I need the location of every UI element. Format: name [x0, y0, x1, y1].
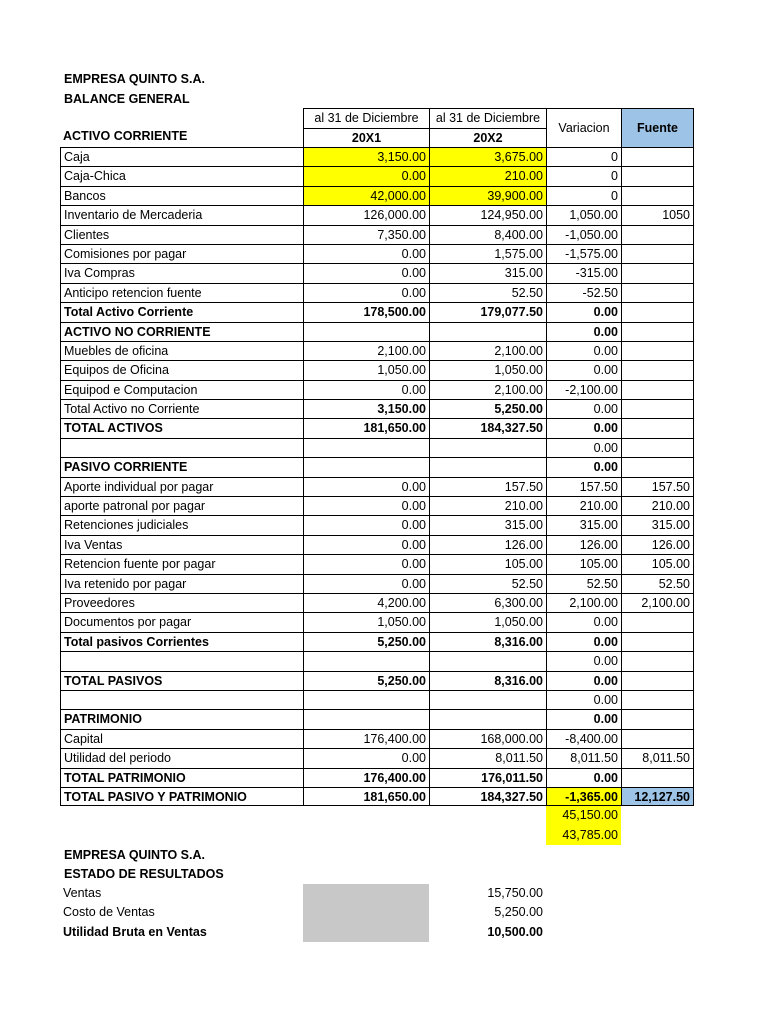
cell-fuente [621, 457, 694, 476]
table-row [60, 225, 700, 244]
cell-var: 0.00 [546, 302, 621, 321]
cell-var: 0.00 [546, 341, 621, 360]
cell-fuente [621, 263, 694, 282]
cell-var: 0.00 [546, 399, 621, 418]
cell-v1: 5,250.00 [303, 671, 429, 690]
cell-fuente [621, 709, 694, 728]
cell-v2: 184,327.50 [429, 418, 546, 437]
cell-v2: 1,050.00 [429, 360, 546, 379]
cell-label: TOTAL PASIVOS [60, 671, 303, 690]
cell-var: 315.00 [546, 515, 621, 534]
cell-v2: 176,011.50 [429, 768, 546, 787]
cell-label: Caja [60, 147, 303, 166]
cell-var: 8,011.50 [546, 748, 621, 767]
cell-var: 0 [546, 186, 621, 205]
cell-fuente [621, 690, 694, 709]
cell-var: 0.00 [546, 612, 621, 631]
cell-var: 0.00 [546, 651, 621, 670]
cell-fuente [621, 418, 694, 437]
cell-v1: 176,400.00 [303, 768, 429, 787]
header-row-2 [60, 128, 700, 147]
cell-v1 [303, 457, 429, 476]
cell-v1: 0.00 [303, 477, 429, 496]
cell-v1: 0.00 [303, 748, 429, 767]
cell-label: TOTAL PATRIMONIO [60, 768, 303, 787]
cell-v1 [303, 438, 429, 457]
cell-v2: 2,100.00 [429, 341, 546, 360]
table-row [60, 554, 700, 573]
cell-fuente: 52.50 [621, 574, 694, 593]
table-row [60, 147, 700, 166]
table-row [60, 457, 700, 476]
estado-label: Utilidad Bruta en Ventas [63, 925, 207, 939]
cell-fuente [621, 225, 694, 244]
cell-label [60, 690, 303, 709]
cell-v1: 0.00 [303, 166, 429, 185]
cell-label: PATRIMONIO [60, 709, 303, 728]
table-row [60, 302, 700, 321]
cell-var: -2,100.00 [546, 380, 621, 399]
table-row [60, 186, 700, 205]
cell-v2: 179,077.50 [429, 302, 546, 321]
cell-label: Total Activo Corriente [60, 302, 303, 321]
estado-title: ESTADO DE RESULTADOS [64, 867, 224, 881]
cell-v2 [429, 651, 546, 670]
cell-v1: 3,150.00 [303, 399, 429, 418]
col2-header-line1: al 31 de Diciembre [429, 108, 546, 128]
cell-v1: 181,650.00 [303, 787, 429, 806]
table-row [60, 574, 700, 593]
table-row [60, 787, 700, 806]
extra-value-1: 45,150.00 [546, 806, 621, 825]
cell-v2: 39,900.00 [429, 186, 546, 205]
col2-header-year: 20X2 [429, 128, 546, 147]
table-row [60, 612, 700, 631]
cell-fuente: 126.00 [621, 535, 694, 554]
cell-var: 210.00 [546, 496, 621, 515]
cell-label: Documentos por pagar [60, 612, 303, 631]
cell-var: 0.00 [546, 438, 621, 457]
cell-fuente: 210.00 [621, 496, 694, 515]
cell-fuente [621, 186, 694, 205]
cell-fuente [621, 244, 694, 263]
extra-row-2 [60, 826, 700, 845]
table-row [60, 535, 700, 554]
cell-v1: 178,500.00 [303, 302, 429, 321]
cell-label: Iva retenido por pagar [60, 574, 303, 593]
table-row [60, 709, 700, 728]
cell-var: 2,100.00 [546, 593, 621, 612]
cell-var: 0.00 [546, 671, 621, 690]
extra-row-1 [60, 806, 700, 825]
cell-label: Muebles de oficina [60, 341, 303, 360]
cell-var: -1,575.00 [546, 244, 621, 263]
cell-label: Utilidad del periodo [60, 748, 303, 767]
cell-fuente: 1050 [621, 205, 694, 224]
cell-v2: 8,316.00 [429, 632, 546, 651]
estado-row-costo [60, 903, 560, 922]
cell-label: Aporte individual por pagar [60, 477, 303, 496]
cell-v2: 3,675.00 [429, 147, 546, 166]
cell-v2: 168,000.00 [429, 729, 546, 748]
table-row [60, 748, 700, 767]
cell-fuente: 12,127.50 [621, 787, 694, 806]
cell-fuente [621, 612, 694, 631]
cell-v2: 8,011.50 [429, 748, 546, 767]
table-row [60, 651, 700, 670]
cell-fuente [621, 380, 694, 399]
table-row [60, 496, 700, 515]
cell-v2: 157.50 [429, 477, 546, 496]
cell-v1: 0.00 [303, 496, 429, 515]
cell-v2: 126.00 [429, 535, 546, 554]
company-title: EMPRESA QUINTO S.A. [64, 72, 205, 86]
cell-label: Clientes [60, 225, 303, 244]
report-title: BALANCE GENERAL [64, 92, 190, 106]
estado-row-ventas [60, 884, 560, 903]
cell-label: Equipod e Computacion [60, 380, 303, 399]
table-row [60, 729, 700, 748]
cell-fuente [621, 399, 694, 418]
cell-var: 0.00 [546, 632, 621, 651]
cell-v2: 2,100.00 [429, 380, 546, 399]
cell-v1: 0.00 [303, 263, 429, 282]
cell-v1: 2,100.00 [303, 341, 429, 360]
table-row [60, 768, 700, 787]
cell-v1 [303, 690, 429, 709]
cell-fuente [621, 360, 694, 379]
cell-var: 105.00 [546, 554, 621, 573]
cell-v2: 6,300.00 [429, 593, 546, 612]
cell-fuente [621, 302, 694, 321]
cell-var: 0.00 [546, 418, 621, 437]
cell-v2: 5,250.00 [429, 399, 546, 418]
table-row [60, 438, 700, 457]
cell-var: 0.00 [546, 709, 621, 728]
estado-company-title: EMPRESA QUINTO S.A. [64, 848, 205, 862]
cell-var: -315.00 [546, 263, 621, 282]
cell-v2: 315.00 [429, 515, 546, 534]
table-row [60, 515, 700, 534]
cell-v2: 210.00 [429, 166, 546, 185]
cell-v1: 3,150.00 [303, 147, 429, 166]
table-row [60, 283, 700, 302]
balance-sheet-table [60, 108, 700, 845]
cell-v1: 126,000.00 [303, 205, 429, 224]
cell-var: 157.50 [546, 477, 621, 496]
cell-v1: 1,050.00 [303, 612, 429, 631]
table-row [60, 341, 700, 360]
cell-v2: 1,050.00 [429, 612, 546, 631]
estado-label: Ventas [63, 886, 102, 900]
cell-v1: 176,400.00 [303, 729, 429, 748]
cell-v1: 0.00 [303, 535, 429, 554]
table-row [60, 322, 700, 341]
cell-label: TOTAL PASIVO Y PATRIMONIO [60, 787, 303, 806]
cell-label: Equipos de Oficina [60, 360, 303, 379]
cell-fuente: 315.00 [621, 515, 694, 534]
cell-var: 0 [546, 147, 621, 166]
cell-v2: 124,950.00 [429, 205, 546, 224]
cell-v1 [303, 322, 429, 341]
cell-fuente [621, 283, 694, 302]
cell-fuente [621, 147, 694, 166]
cell-var: 0 [546, 166, 621, 185]
estado-value: 15,750.00 [487, 886, 543, 900]
cell-var: -1,365.00 [546, 787, 621, 806]
table-row [60, 690, 700, 709]
table-row [60, 399, 700, 418]
cell-label: ACTIVO NO CORRIENTE [60, 322, 303, 341]
table-row [60, 593, 700, 612]
cell-label: Retenciones judiciales [60, 515, 303, 534]
cell-label: Anticipo retencion fuente [60, 283, 303, 302]
cell-label: TOTAL ACTIVOS [60, 418, 303, 437]
cell-label: aporte patronal por pagar [60, 496, 303, 515]
cell-v1: 0.00 [303, 380, 429, 399]
cell-label: Iva Compras [60, 263, 303, 282]
cell-v1: 0.00 [303, 574, 429, 593]
cell-fuente [621, 651, 694, 670]
cell-v2: 8,400.00 [429, 225, 546, 244]
cell-fuente: 105.00 [621, 554, 694, 573]
cell-v1: 0.00 [303, 554, 429, 573]
cell-var: 0.00 [546, 690, 621, 709]
cell-var: -52.50 [546, 283, 621, 302]
table-row [60, 632, 700, 651]
cell-fuente [621, 166, 694, 185]
cell-label: Retencion fuente por pagar [60, 554, 303, 573]
cell-v2: 52.50 [429, 574, 546, 593]
fuente-header: Fuente [621, 108, 694, 147]
table-row [60, 244, 700, 263]
col1-header-year: 20X1 [303, 128, 429, 147]
cell-fuente [621, 322, 694, 341]
cell-v1 [303, 651, 429, 670]
cell-v2 [429, 322, 546, 341]
cell-v1: 5,250.00 [303, 632, 429, 651]
cell-v1: 0.00 [303, 283, 429, 302]
cell-fuente [621, 632, 694, 651]
cell-fuente: 8,011.50 [621, 748, 694, 767]
cell-v1: 1,050.00 [303, 360, 429, 379]
estado-value: 10,500.00 [487, 925, 543, 939]
cell-label: Iva Ventas [60, 535, 303, 554]
table-row [60, 380, 700, 399]
cell-fuente: 2,100.00 [621, 593, 694, 612]
cell-var: 1,050.00 [546, 205, 621, 224]
cell-label: Capital [60, 729, 303, 748]
cell-label: Bancos [60, 186, 303, 205]
cell-v1: 7,350.00 [303, 225, 429, 244]
table-row [60, 418, 700, 437]
cell-v1: 42,000.00 [303, 186, 429, 205]
cell-fuente: 157.50 [621, 477, 694, 496]
cell-v2 [429, 438, 546, 457]
cell-label [60, 438, 303, 457]
cell-fuente [621, 671, 694, 690]
cell-var: -1,050.00 [546, 225, 621, 244]
cell-var: 52.50 [546, 574, 621, 593]
section-activo-corriente: ACTIVO CORRIENTE [63, 129, 188, 143]
col1-header-line1: al 31 de Diciembre [303, 108, 429, 128]
cell-v1 [303, 709, 429, 728]
cell-fuente [621, 729, 694, 748]
cell-label [60, 651, 303, 670]
cell-fuente [621, 341, 694, 360]
cell-fuente [621, 768, 694, 787]
cell-var: 0.00 [546, 457, 621, 476]
table-row [60, 477, 700, 496]
variacion-header: Variacion [546, 108, 621, 147]
table-row [60, 205, 700, 224]
cell-v1: 0.00 [303, 244, 429, 263]
cell-var: 0.00 [546, 360, 621, 379]
cell-v2 [429, 690, 546, 709]
cell-label: Proveedores [60, 593, 303, 612]
cell-v1: 181,650.00 [303, 418, 429, 437]
cell-v2: 184,327.50 [429, 787, 546, 806]
estado-label: Costo de Ventas [63, 905, 155, 919]
cell-v2: 8,316.00 [429, 671, 546, 690]
cell-fuente [621, 438, 694, 457]
table-row [60, 671, 700, 690]
table-row [60, 263, 700, 282]
cell-label: PASIVO CORRIENTE [60, 457, 303, 476]
cell-label: Inventario de Mercaderia [60, 205, 303, 224]
cell-var: 126.00 [546, 535, 621, 554]
cell-label: Total pasivos Corrientes [60, 632, 303, 651]
table-row [60, 166, 700, 185]
cell-label: Total Activo no Corriente [60, 399, 303, 418]
cell-v1: 0.00 [303, 515, 429, 534]
extra-value-2: 43,785.00 [546, 826, 621, 845]
cell-v2 [429, 709, 546, 728]
cell-label: Comisiones por pagar [60, 244, 303, 263]
table-row [60, 360, 700, 379]
cell-label: Caja-Chica [60, 166, 303, 185]
table-body [60, 147, 700, 806]
cell-v1: 4,200.00 [303, 593, 429, 612]
cell-v2: 52.50 [429, 283, 546, 302]
cell-var: 0.00 [546, 768, 621, 787]
cell-v2: 315.00 [429, 263, 546, 282]
estado-value: 5,250.00 [494, 905, 543, 919]
cell-v2: 210.00 [429, 496, 546, 515]
cell-var: -8,400.00 [546, 729, 621, 748]
estado-row-utilidad [60, 923, 560, 942]
cell-v2 [429, 457, 546, 476]
cell-v2: 105.00 [429, 554, 546, 573]
cell-v2: 1,575.00 [429, 244, 546, 263]
cell-var: 0.00 [546, 322, 621, 341]
